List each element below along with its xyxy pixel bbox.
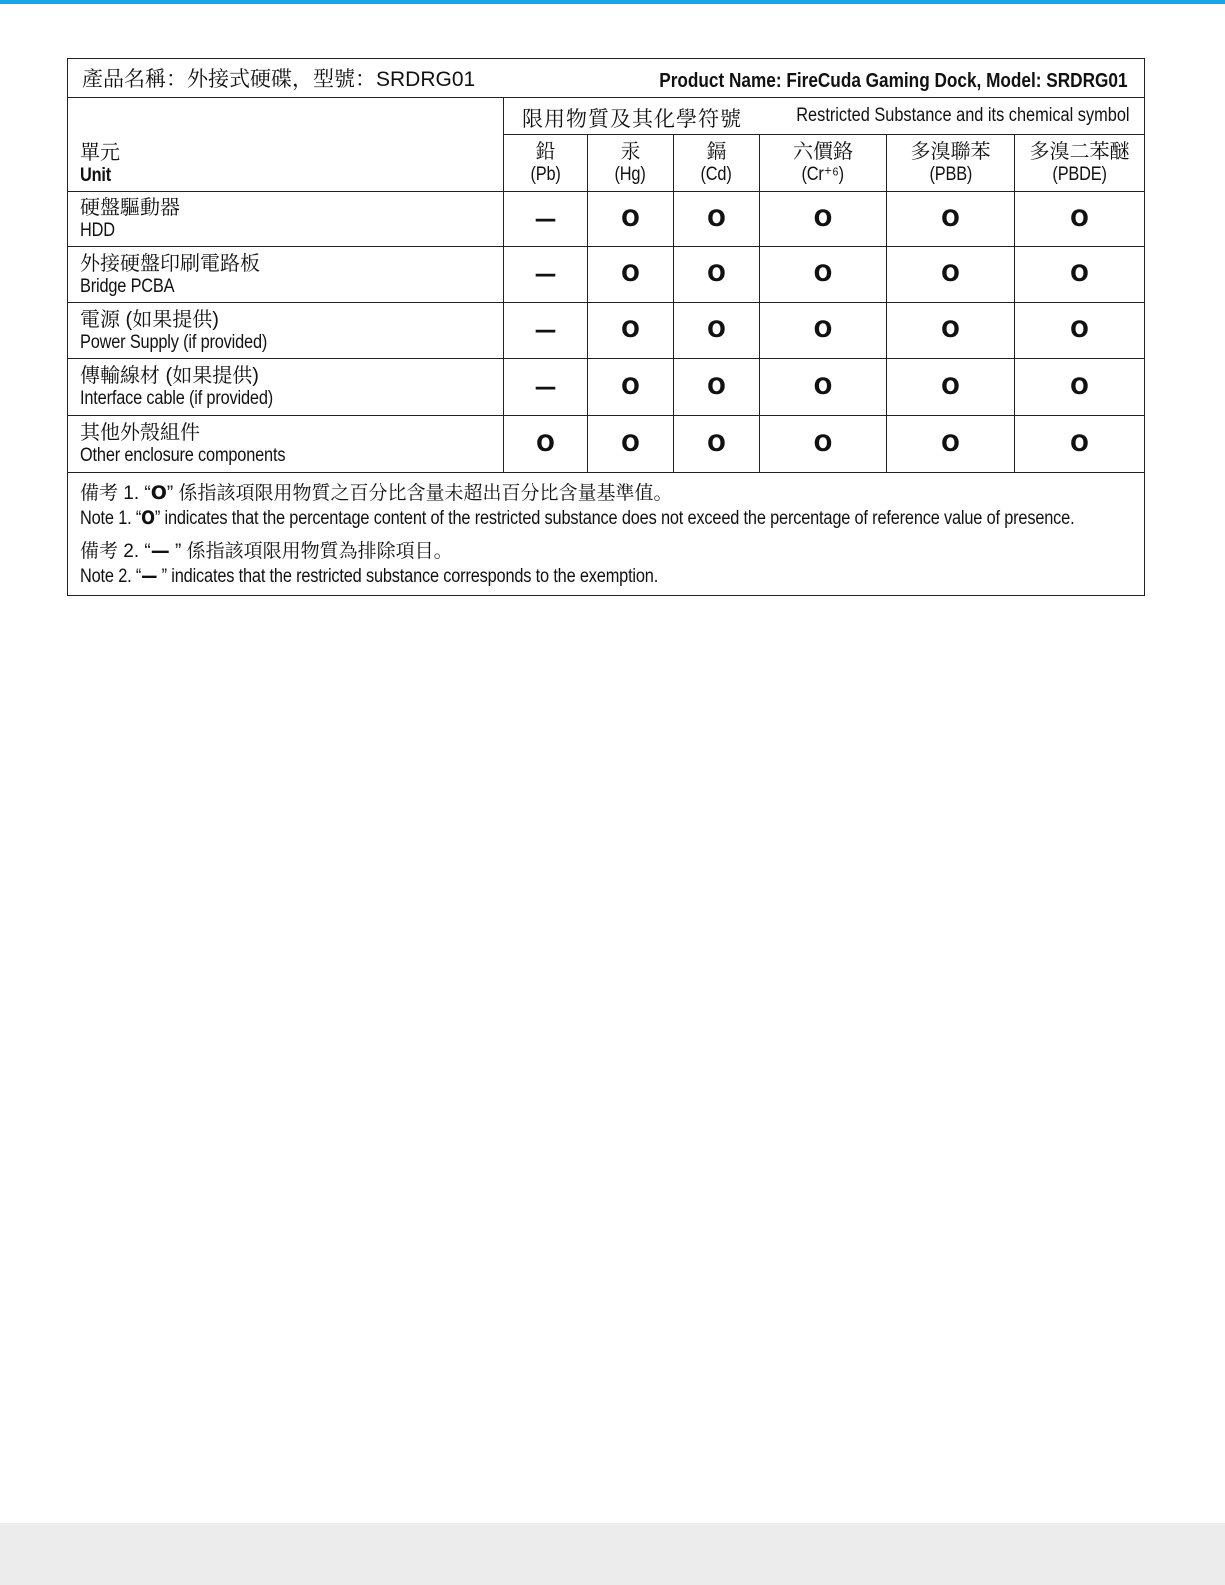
substance-symbol: (Cr⁺⁶) xyxy=(801,164,845,185)
substance-name: 六價鉻 xyxy=(793,141,853,163)
product-title-zh: 產品名稱：外接式硬碟，型號：SRDRG01 xyxy=(82,68,476,91)
note-1-en xyxy=(80,506,1075,531)
note-1-zh xyxy=(80,481,1132,506)
exemption-mark: — xyxy=(150,540,170,562)
substance-symbol: (Cd) xyxy=(700,164,733,185)
row-label xyxy=(68,359,504,416)
substance-cadmium xyxy=(674,135,760,192)
mark-cell: O xyxy=(760,359,887,416)
substance-mercury xyxy=(588,135,674,192)
mark-cell: O xyxy=(1015,247,1145,303)
table-row xyxy=(68,416,1145,473)
mark-cell: O xyxy=(674,192,760,247)
note-2-en xyxy=(80,564,985,589)
row-label xyxy=(68,416,504,473)
restricted-substance-header xyxy=(504,98,1145,135)
substance-symbol: (PBDE) xyxy=(1052,164,1107,185)
row-label-zh: 電源 (如果提供) xyxy=(80,308,219,331)
restricted-substance-en: Restricted Substance and its chemical symbol xyxy=(796,105,1131,126)
mark-cell: O xyxy=(588,359,674,416)
row-label-zh: 傳輸線材 (如果提供) xyxy=(80,365,259,387)
note-text: ” 係指該項限用物質為排除項目。 xyxy=(169,541,453,562)
substance-pbb xyxy=(887,135,1015,192)
mark-cell: — xyxy=(504,247,588,303)
restricted-substance-zh: 限用物質及其化學符號 xyxy=(522,108,742,131)
presence-mark: O xyxy=(150,482,167,504)
mark-cell: O xyxy=(760,192,887,247)
row-label-en: Interface cable (if provided) xyxy=(80,388,274,409)
substance-name: 鉛 xyxy=(535,141,556,163)
substance-symbol: (Pb) xyxy=(530,164,561,185)
mark-cell: O xyxy=(588,247,674,303)
note-text: ” 係指該項限用物質之百分比含量未超出百分比含量基準值。 xyxy=(166,483,673,504)
mark-cell: — xyxy=(504,303,588,359)
mark-cell: O xyxy=(674,303,760,359)
mark-cell: O xyxy=(760,247,887,303)
exemption-mark: — xyxy=(141,565,158,587)
row-label-zh: 硬盤驅動器 xyxy=(80,197,180,219)
substance-chromium xyxy=(760,135,887,192)
mark-cell: O xyxy=(674,247,760,303)
substance-pbde xyxy=(1015,135,1145,192)
note-spacer xyxy=(80,531,1132,539)
table-row xyxy=(68,247,1145,303)
product-title-en: Product Name: FireCuda Gaming Dock, Model: SRDRG01 xyxy=(659,70,1129,92)
mark-cell: O xyxy=(760,416,887,473)
substance-lead xyxy=(504,135,588,192)
row-label xyxy=(68,303,504,359)
row-label-zh: 外接硬盤印刷電路板 xyxy=(80,252,260,275)
note-2-zh xyxy=(80,539,1132,564)
note-text: 備考 1. “ xyxy=(80,483,151,504)
notes-section xyxy=(68,473,1145,596)
unit-header-en: Unit xyxy=(80,165,112,186)
presence-mark: O xyxy=(141,507,155,529)
table-row xyxy=(68,303,1145,359)
substance-name: 多溴聯苯 xyxy=(910,141,991,163)
mark-cell: O xyxy=(887,247,1015,303)
row-label-en: Bridge PCBA xyxy=(80,275,175,297)
substance-symbol: (Hg) xyxy=(614,164,647,185)
note-text: 備考 2. “ xyxy=(80,541,151,562)
mark-cell: O xyxy=(588,416,674,473)
note-text: Note 2. “ xyxy=(80,566,142,587)
restricted-substances-table xyxy=(67,58,1145,596)
mark-cell: O xyxy=(504,416,588,473)
substance-name: 汞 xyxy=(620,141,641,163)
mark-cell: O xyxy=(674,416,760,473)
footer-bar xyxy=(0,1523,1225,1585)
mark-cell: O xyxy=(887,359,1015,416)
unit-header xyxy=(68,98,504,192)
top-accent-bar xyxy=(0,0,1225,4)
row-label-en: Power Supply (if provided) xyxy=(80,331,268,353)
mark-cell: O xyxy=(1015,359,1145,416)
product-title-row xyxy=(68,59,1145,98)
mark-cell: — xyxy=(504,359,588,416)
mark-cell: O xyxy=(588,192,674,247)
unit-header-zh: 單元 xyxy=(80,142,120,164)
row-label-en: Other enclosure components xyxy=(80,445,286,466)
mark-cell: — xyxy=(504,192,588,247)
note-text: ” indicates that the restricted substance corresponds to the exemption. xyxy=(157,566,659,587)
note-text: Note 1. “ xyxy=(80,508,142,529)
mark-cell: O xyxy=(674,359,760,416)
mark-cell: O xyxy=(887,303,1015,359)
row-label xyxy=(68,192,504,247)
mark-cell: O xyxy=(760,303,887,359)
note-text: ” indicates that the percentage content of the restricted substance does not exceed the percentage of reference value of presence. xyxy=(154,508,1075,529)
mark-cell: O xyxy=(1015,192,1145,247)
substance-symbol: (PBB) xyxy=(929,164,972,185)
mark-cell: O xyxy=(887,416,1015,473)
table-row xyxy=(68,359,1145,416)
row-label xyxy=(68,247,504,303)
row-label-en: HDD xyxy=(80,220,115,241)
substance-name: 多溴二苯醚 xyxy=(1029,141,1130,163)
mark-cell: O xyxy=(887,192,1015,247)
table-row xyxy=(68,192,1145,247)
mark-cell: O xyxy=(588,303,674,359)
mark-cell: O xyxy=(1015,303,1145,359)
mark-cell: O xyxy=(1015,416,1145,473)
row-label-zh: 其他外殼組件 xyxy=(80,422,200,444)
substance-name: 鎘 xyxy=(706,141,727,163)
